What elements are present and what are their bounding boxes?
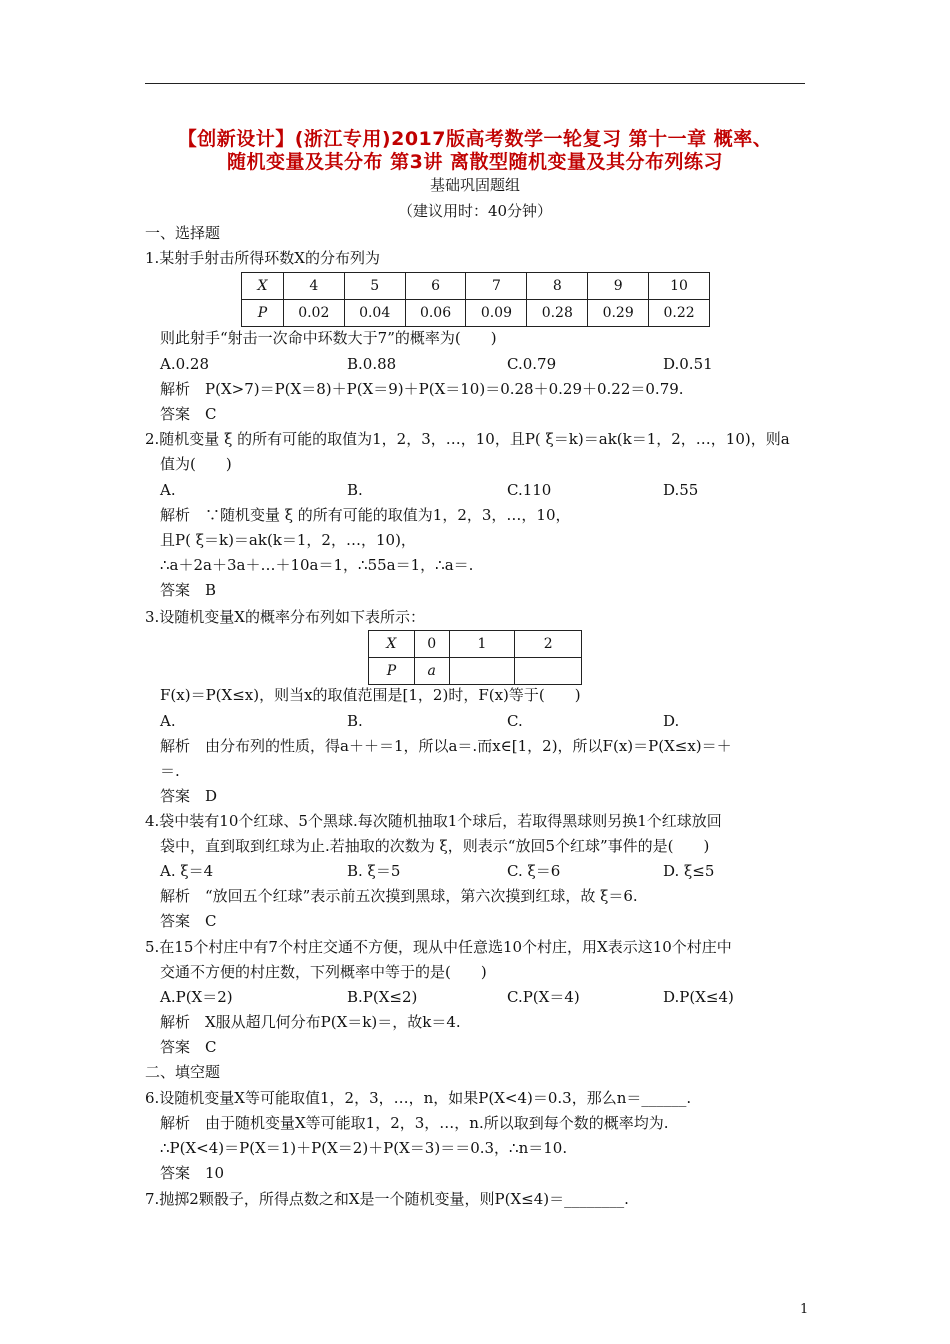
q5-stem-line-2: 交通不方便的村庄数，下列概率中等于的是( ): [160, 963, 487, 981]
q4-analysis: 解析 “放回五个红球”表示前五次摸到黑球，第六次摸到红球，故 ξ＝6.: [160, 887, 638, 905]
q3-stem: 3.设随机变量X的概率分布列如下表所示：: [145, 608, 425, 626]
q1-question: 则此射手“射击一次命中环数大于7”的概率为( ): [160, 329, 497, 347]
q5-option-a: A.P(X＝2): [160, 988, 233, 1006]
table-cell: 0: [414, 631, 449, 658]
table-cell: 1: [449, 631, 515, 658]
q3-analysis-line-2: ＝.: [160, 762, 180, 780]
table-cell: [515, 658, 582, 685]
q3-analysis-line-1: 解析 由分布列的性质，得a＋＋＝1，所以a＝.而x∈[1，2)，所以F(x)＝P(X≤x)＝＋: [160, 737, 732, 755]
table-cell: P: [242, 300, 284, 327]
q1-stem: 1.某射手射击所得环数X的分布列为: [145, 249, 380, 267]
q2-option-d: D.55: [663, 481, 699, 499]
q5-stem-line-1: 5.在15个村庄中有7个村庄交通不方便，现从中任意选10个村庄，用X表示这10个村庄中: [145, 938, 732, 956]
q1-analysis: 解析 P(X>7)＝P(X＝8)＋P(X＝9)＋P(X＝10)＝0.28＋0.29＋0.22＝0.79.: [160, 380, 684, 398]
q2-stem-line-1: 2.随机变量 ξ 的所有可能的取值为1，2，3，…，10，且P( ξ＝k)＝ak(k＝1，2，…，10)，则a: [145, 430, 790, 448]
q3-distribution-table: [368, 630, 582, 685]
q6-analysis-line-1: 解析 由于随机变量X等可能取1，2，3，…，n.所以取到每个数的概率均为.: [160, 1114, 669, 1132]
q4-stem-line-2: 袋中，直到取到红球为止.若抽取的次数为 ξ，则表示“放回5个红球”事件的是( ): [160, 837, 710, 855]
top-rule: [145, 83, 805, 84]
title-line-1: 【创新设计】(浙江专用)2017版高考数学一轮复习 第十一章 概率、: [177, 128, 773, 150]
q2-analysis-line-1: 解析 ∵随机变量 ξ 的所有可能的取值为1，2，3，…，10，: [160, 506, 571, 524]
q1-answer: 答案 C: [160, 405, 217, 423]
section-fill-in: 二、填空题: [145, 1063, 221, 1081]
q3-answer: 答案 D: [160, 787, 218, 805]
q5-analysis: 解析 X服从超几何分布P(X＝k)＝，故k＝4.: [160, 1013, 461, 1031]
q3-option-b: B.: [347, 712, 363, 730]
table-cell: 9: [588, 273, 649, 300]
q4-answer: 答案 C: [160, 912, 217, 930]
table-row: [369, 631, 582, 658]
table-cell: X: [369, 631, 415, 658]
table-cell: X: [242, 273, 284, 300]
table-row: [369, 658, 582, 685]
document-title: [130, 128, 820, 174]
table-cell: 4: [283, 273, 344, 300]
q5-option-b: B.P(X≤2): [347, 988, 418, 1006]
q2-option-a: A.: [160, 481, 176, 499]
q1-option-d: D.0.51: [663, 355, 713, 373]
q1-option-a: A.0.28: [160, 355, 209, 373]
table-cell: 10: [649, 273, 710, 300]
q2-answer: 答案 B: [160, 581, 217, 599]
table-row: [242, 273, 710, 300]
q2-analysis-line-2: 且P( ξ＝k)＝ak(k＝1，2，…，10)，: [160, 531, 416, 549]
table-cell: 8: [527, 273, 588, 300]
q7-stem: 7.抛掷2颗骰子，所得点数之和X是一个随机变量，则P(X≤4)＝________.: [145, 1190, 629, 1208]
table-cell: 7: [466, 273, 527, 300]
q1-distribution-table: [241, 272, 710, 327]
time-note: （建议用时：40分钟）: [397, 202, 553, 220]
table-cell: 0.09: [466, 300, 527, 327]
q2-option-c: C.110: [507, 481, 552, 499]
q4-option-c: C. ξ＝6: [507, 862, 561, 880]
table-cell: 0.04: [344, 300, 405, 327]
q3-option-d: D.: [663, 712, 680, 730]
q5-option-c: C.P(X＝4): [507, 988, 580, 1006]
page-number: 1: [800, 1302, 809, 1317]
table-cell: [449, 658, 515, 685]
table-cell: 0.02: [283, 300, 344, 327]
subtitle: 基础巩固题组: [429, 176, 520, 194]
q4-option-a: A. ξ＝4: [160, 862, 214, 880]
q3-option-a: A.: [160, 712, 176, 730]
q6-stem: 6.设随机变量X等可能取值1，2，3，…，n，如果P(X<4)＝0.3，那么n＝______.: [145, 1089, 692, 1107]
table-cell: 0.28: [527, 300, 588, 327]
q3-question: F(x)＝P(X≤x)，则当x的取值范围是[1，2)时，F(x)等于( ): [160, 686, 581, 704]
q4-option-d: D. ξ≤5: [663, 862, 715, 880]
q2-option-b: B.: [347, 481, 363, 499]
q5-option-d: D.P(X≤4): [663, 988, 734, 1006]
q3-option-c: C.: [507, 712, 523, 730]
q1-option-b: B.0.88: [347, 355, 397, 373]
title-line-2: 随机变量及其分布 第3讲 离散型随机变量及其分布列练习: [227, 151, 723, 173]
q4-stem-line-1: 4.袋中装有10个红球、5个黑球.每次随机抽取1个球后，若取得黑球则另换1个红球放回: [145, 812, 722, 830]
q5-answer: 答案 C: [160, 1038, 217, 1056]
table-cell: 0.06: [405, 300, 466, 327]
table-cell: 5: [344, 273, 405, 300]
q1-option-c: C.0.79: [507, 355, 557, 373]
q6-analysis-line-2: ∴P(X<4)＝P(X＝1)＋P(X＝2)＋P(X＝3)＝＝0.3，∴n＝10.: [160, 1139, 568, 1157]
q6-answer: 答案 10: [160, 1164, 225, 1182]
q4-option-b: B. ξ＝5: [347, 862, 401, 880]
table-cell: P: [369, 658, 415, 685]
table-cell: 0.22: [649, 300, 710, 327]
table-cell: 2: [515, 631, 582, 658]
table-cell: a: [414, 658, 449, 685]
q2-stem-line-2: 值为( ): [160, 455, 232, 473]
table-cell: 0.29: [588, 300, 649, 327]
section-choice: 一、选择题: [145, 224, 221, 242]
q2-analysis-line-3: ∴a＋2a＋3a＋…＋10a＝1，∴55a＝1，∴a＝.: [160, 556, 474, 574]
table-row: [242, 300, 710, 327]
table-cell: 6: [405, 273, 466, 300]
